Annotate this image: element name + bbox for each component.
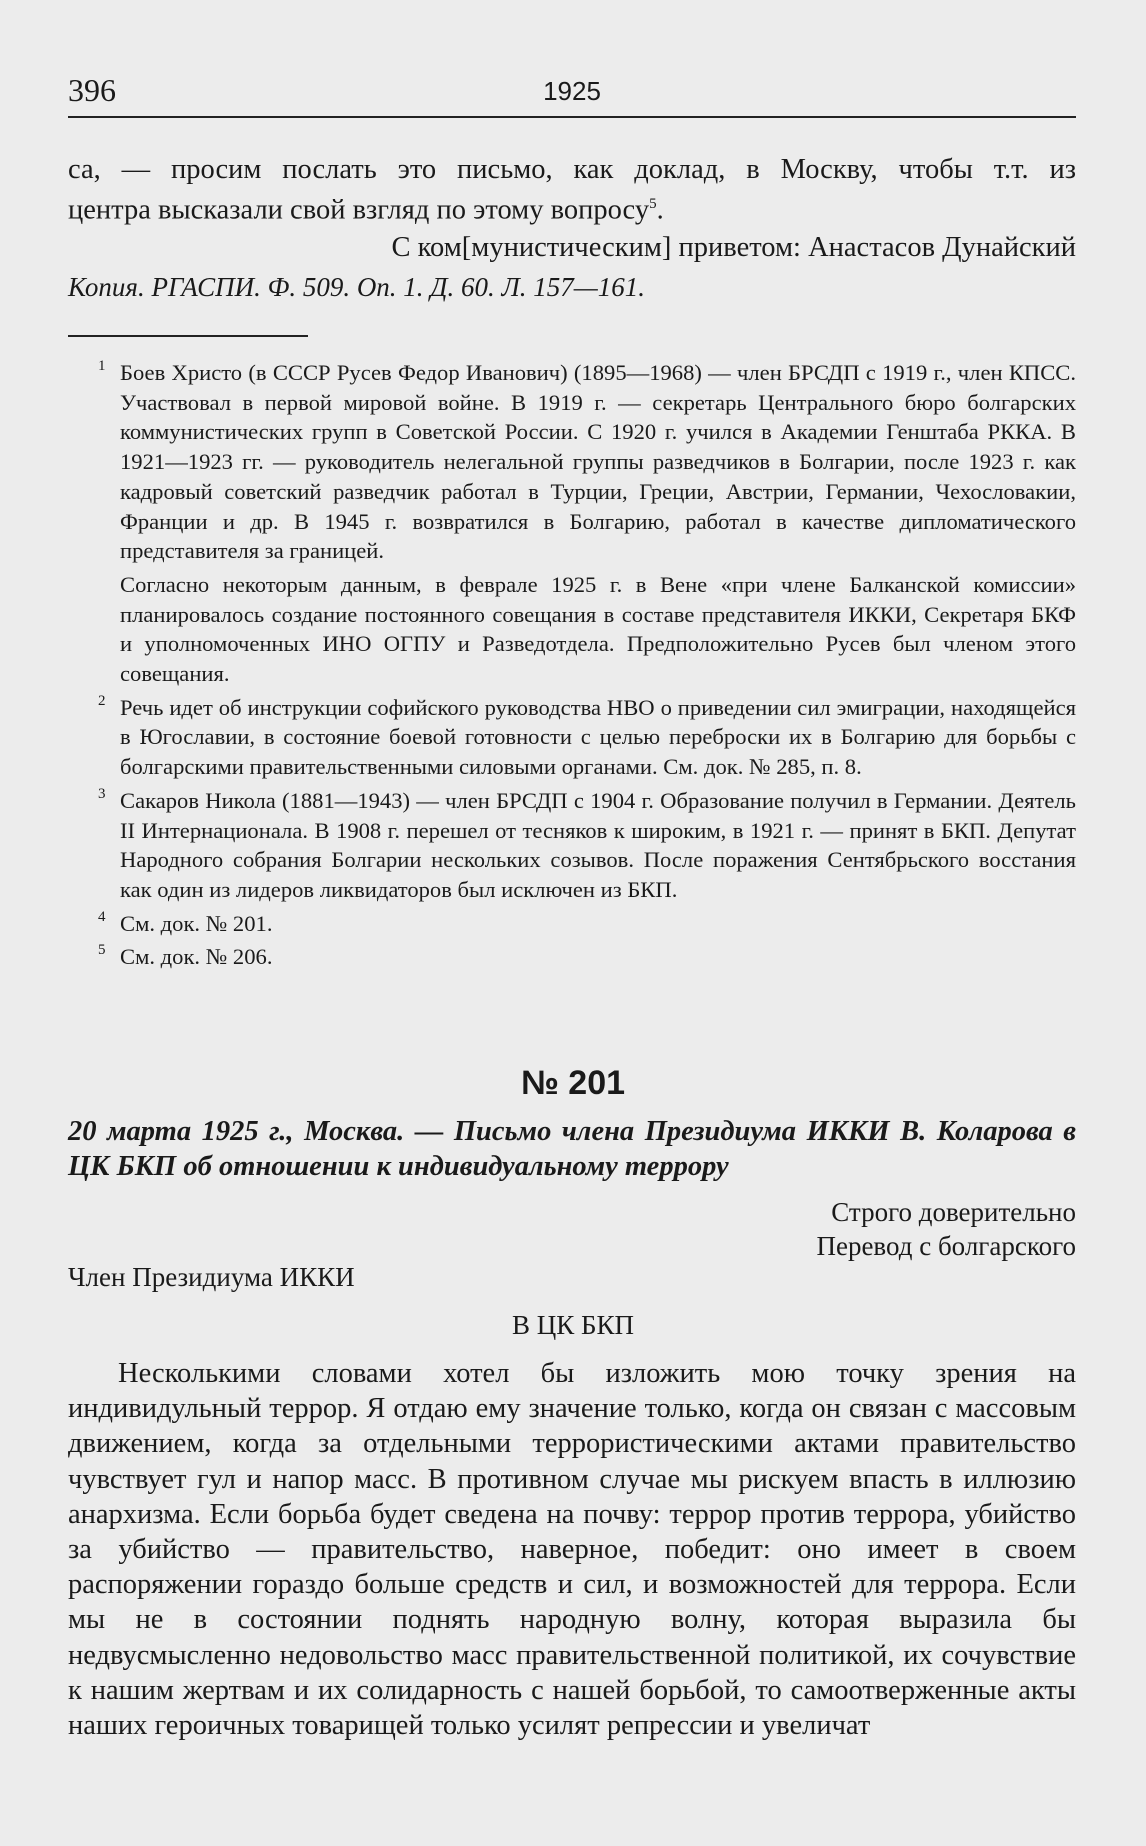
footnote-5 [68, 942, 1076, 972]
footnote-1-continuation: Согласно некоторым данным, в феврале 1925 г. в Вене «при члене Балканской комиссии» планировалось создание постоянного совещания в составе представителя ИККИ, Секретаря БКФ и уполномоченных ИНО ОГПУ и Разведотдела. Предположительно Русев был членом этого совещания. [120, 571, 1076, 687]
footnote-mark: 4 [98, 908, 106, 925]
letter-body [68, 1356, 1076, 1743]
confidential-mark: Строго доверительно [831, 1197, 1076, 1227]
footnote-mark: 5 [98, 942, 106, 959]
footnotes [68, 358, 1076, 976]
intro-line-2 [68, 187, 1076, 228]
archive-reference: Копия. РГАСПИ. Ф. 509. Оп. 1. Д. 60. Л. 157—161. [68, 272, 646, 302]
footnote-mark: 2 [98, 692, 106, 709]
footnote-text: См. док. № 201. [120, 910, 273, 936]
intro-line-2-end: . [656, 194, 664, 226]
footnote-ref-5: 5 [649, 196, 657, 212]
addressee: В ЦК БКП [511, 1310, 635, 1340]
intro-line-2-text: центра высказали свой взгляд по этому вопросу [68, 194, 650, 226]
footnote-3 [68, 786, 1076, 905]
footnote-rule [68, 335, 308, 337]
footnote-mark: 3 [98, 785, 106, 802]
intro-paragraph [68, 152, 1076, 228]
footnote-4 [68, 909, 1076, 939]
document-title: 20 марта 1925 г., Москва. — Письмо члена Президиума ИККИ В. Коларова в ЦК БКП об отношении к индивидуальному террору [68, 1116, 1076, 1182]
sender: Член Президиума ИККИ [68, 1262, 355, 1292]
footnote-text: Речь идет об инструкции софийского руководства НВО о приведении сил эмиграции, находящейся в Югославии, в состояние боевой готовности с целью переброски их в Болгарию для борьбы с болгарскими правительственными силовыми органами. См. док. № 285, п. 8. [120, 694, 1076, 780]
footnote-text: См. док. № 206. [120, 944, 273, 970]
body-paragraph: Несколькими словами хотел бы изложить мою точку зрения на индивидульный террор. Я отдаю ему значение только, когда он связан с массовым движением, когда за отдельными террористическими актами правительство чувствует гул и напор масс. В противном случае мы рискуем впасть в иллюзию анархизма. Если борьба будет сведена на почву: террор против террора, убийство за убийство — правительство, наверное, победит: оно имеет в своем распоряжении гораздо больше средств и сил, и возможностей для террора. Если мы не в состоянии поднять народную волну, которая выразила бы недвусмысленно недовольство масс правительственной политикой, их сочувствие к нашим жертвам и их солидарность с нашей борьбой, то самоотверженные акты наших героичных товарищей только усилят репрессии и увеличат [68, 1358, 1076, 1742]
page-number: 396 [68, 72, 116, 108]
footnote-1 [68, 358, 1076, 566]
page-header [68, 72, 1076, 118]
footnote-text: Сакаров Никола (1881—1943) — член БРСДП с 1904 г. Образование получил в Германии. Деятель II Интернационала. В 1908 г. перешел от тесняков к широким, в 1921 г. — принят в БКП. Депутат Народного собрания Болгарии нескольких созывов. После поражения Сентябрьского восстания как один из лидеров ликвидаторов был исключен из БКП. [120, 787, 1076, 902]
intro-line-1: са, — просим послать это письмо, как доклад, в Москву, чтобы т.т. из [68, 154, 1076, 185]
signature: С ком[мунистическим] приветом: Анастасов Дунайский [391, 232, 1076, 263]
running-head-year: 1925 [543, 76, 601, 106]
footnote-text: Боев Христо (в СССР Русев Федор Иванович) (1895—1968) — член БРСДП с 1919 г., член КПСС. Участвовал в первой мировой войне. В 1919 г. — секретарь Центрального бюро болгарских коммунистических групп в Советской России. С 1920 г. учился в Академии Генштаба РККА. В 1921—1923 гг. — руководитель нелегальной группы разведчиков в Болгарии, после 1923 г. как кадровый советский разведчик работал в Турции, Греции, Австрии, Германии, Чехословакии, Франции и др. В 1945 г. возвратился в Болгарию, работал в качестве дипломатического представителя за границей. [120, 360, 1076, 564]
document-notes [68, 1195, 1076, 1263]
translation-note: Перевод с болгарского [816, 1231, 1076, 1261]
footnote-2 [68, 693, 1076, 782]
document-number: № 201 [520, 1064, 626, 1102]
footnote-mark: 1 [98, 358, 106, 374]
